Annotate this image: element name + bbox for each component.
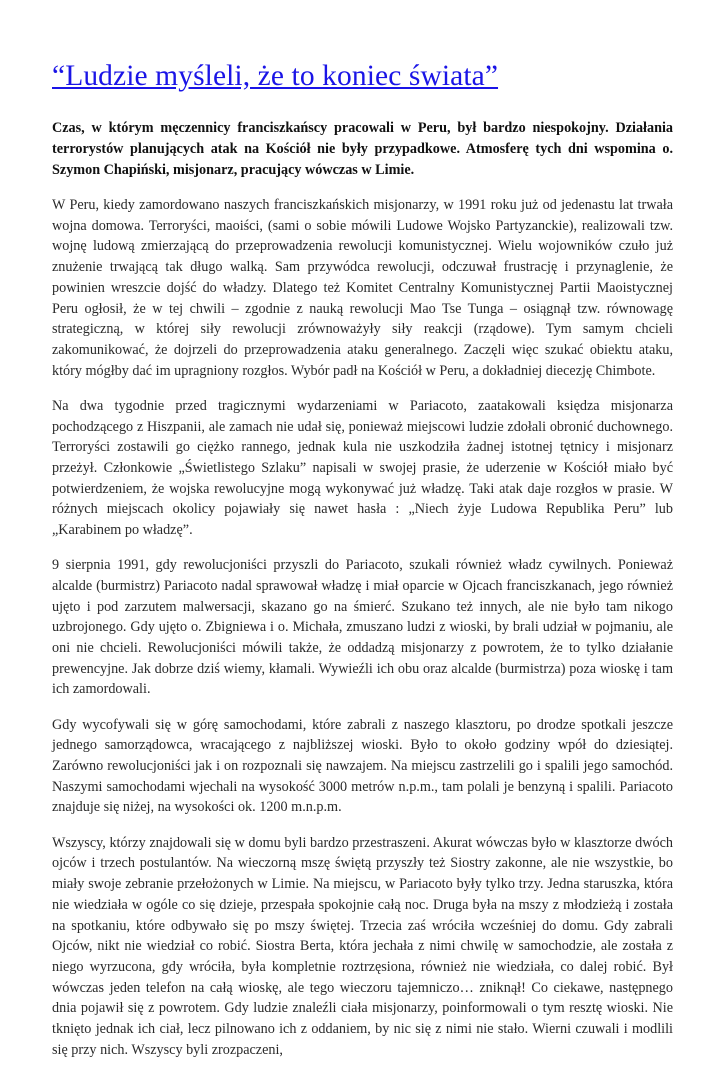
article-paragraph: Gdy wycofywali się w górę samochodami, które zabrali z naszego klasztoru, po drodze spotkali jeszcze jednego samorządowca, wracającego z najbliższej wioski. Było to około godziny wpół do dziesiątej. Zarówno rewolucjoniści jak i on rozpoznali się nawzajem. Na miejscu zastrzelili go i spalili jego samochód. Naszymi samochodami wjechali na wysokość 3000 metrów n.p.m., tam polali je benzyną i spalili. Pariacoto znajduje się niżej, na wysokości ok. 1200 m.n.p.m.	[52, 716, 673, 816]
article-title-link[interactable]: “Ludzie myśleli, że to koniec świata”	[52, 60, 499, 92]
article	[52, 58, 673, 1075]
article-title	[52, 58, 673, 94]
article-lead: Czas, w którym męczennicy franciszkańscy pracowali w Peru, był bardzo niespokojny. Działania terrorystów planujących atak na Kościół nie były przypadkowe. Atmosferę tych dni wspomina o. Szymon Chapiński, misjonarz, pracujący wówczas w Limie.	[52, 120, 673, 178]
article-paragraph: W Peru, kiedy zamordowano naszych franciszkańskich misjonarzy, w 1991 roku już od jedenastu lat trwała wojna domowa. Terroryści, maoiści, (sami o sobie mówili Ludowe Wojsko Partyzanckie), realizowali tzw. wojnę ludową zmierzającą do przeprowadzenia rewolucji komunistycznej. Wielu wojowników czuło już znużenie trwającą tak długo walką. Sam przywódca rewolucji, odczuwał frustrację i przynaglenie, że powinien wreszcie dojść do władzy. Dlatego też Komitet Centralny Komunistycznej Partii Maoistycznej Peru ogłosił, że w tej chwili – zgodnie z nauką rewolucji Mao Tse Tunga – osiągnął tzw. równowagę strategiczną, w której siły rewolucji zrównoważyły siły reakcji (rządowe). Tym samym chcieli zakomunikować, że dojrzeli do przeprowadzenia ataku generalnego. Zaczęli więc szukać obiektu ataku, który mógłby dać im upragniony rozgłos. Wybór padł na Kościół w Peru, a dokładniej diecezję Chimbote.	[52, 197, 673, 379]
article-paragraph: Wszyscy, którzy znajdowali się w domu byli bardzo przestraszeni. Akurat wówczas było w klasztorze dwóch ojców i trzech postulantów. Na wieczorną mszę świętą przyszły też Siostry zakonne, ale nie wszystkie, bo miały swoje zebranie przełożonych w Limie. Na miejscu, w Pariacoto były tylko trzy. Jedna staruszka, która nie wiedziała w ogóle co się dzieje, przespała spokojnie całą noc. Druga była na mszy z młodzieżą i została na spotkaniu, które odbywało się po mszy świętej. Trzecia zaś wróciła wcześniej do domu. Gdy zabrali Ojców, nikt nie wiedział co robić. Siostra Berta, która jechała z nimi chwilę w samochodzie, ale została z niego wyrzucona, gdy wróciła, była kompletnie roztrzęsiona, również nie wiedziała, co dalej robić. Był wówczas jeden telefon na całą wioskę, ale tego wieczoru tajemniczo… zniknął! Co ciekawe, następnego dnia pojawił się z powrotem. Gdy ludzie znaleźli ciała misjonarzy, poinformowali o tym resztę wioski. Nie tknięto jednak ich ciał, lecz pilnowano ich z oddaniem, by nic się z nimi nie stało. Wierni czuwali i modlili się przy nich. Wszyscy byli zrozpaczeni,	[52, 834, 673, 1058]
article-paragraph: 9 sierpnia 1991, gdy rewolucjoniści przyszli do Pariacoto, szukali również władz cywilnych. Ponieważ alcalde (burmistrz) Pariacoto nadal sprawował władzę i miał oparcie w Ojcach franciszkanach, jego również ujęto i pod zarzutem malwersacji, skazano go na śmierć. Szukano też innych, ale nie było tam nikogo uzbrojonego. Gdy ujęto o. Zbigniewa i o. Michała, zmuszano ludzi z wioski, by brali udział w pojmaniu, ale oni nie chcieli. Rewolucjoniści mówili także, że oddadzą misjonarzy z powrotem, że to tylko działanie prewencyjne. Jak dobrze dziś wiemy, kłamali. Wywieźli ich obu oraz alcalde (burmistrza) poza wioskę i tam ich zamordowali.	[52, 557, 673, 698]
article-paragraph: Na dwa tygodnie przed tragicznymi wydarzeniami w Pariacoto, zaatakowali księdza misjonarza pochodzącego z Hiszpanii, ale zamach nie udał się, ponieważ miejscowi ludzie zdołali obronić duchownego. Terroryści zostawili go ciężko rannego, jednak kula nie uszkodziła żadnej istotnej tętnicy i misjonarz przeżył. Członkowie „Świetlistego Szlaku” napisali w swojej prasie, że uderzenie w Kościół miało być potwierdzeniem, że wojska rewolucyjne mogą wykonywać już władzę. Taki atak daje rozgłos w prasie. W różnych miejscach okolicy pojawiały się nawet hasła : „Niech żyje Ludowa Republika Peru” lub „Karabinem po władzę”.	[52, 397, 673, 539]
